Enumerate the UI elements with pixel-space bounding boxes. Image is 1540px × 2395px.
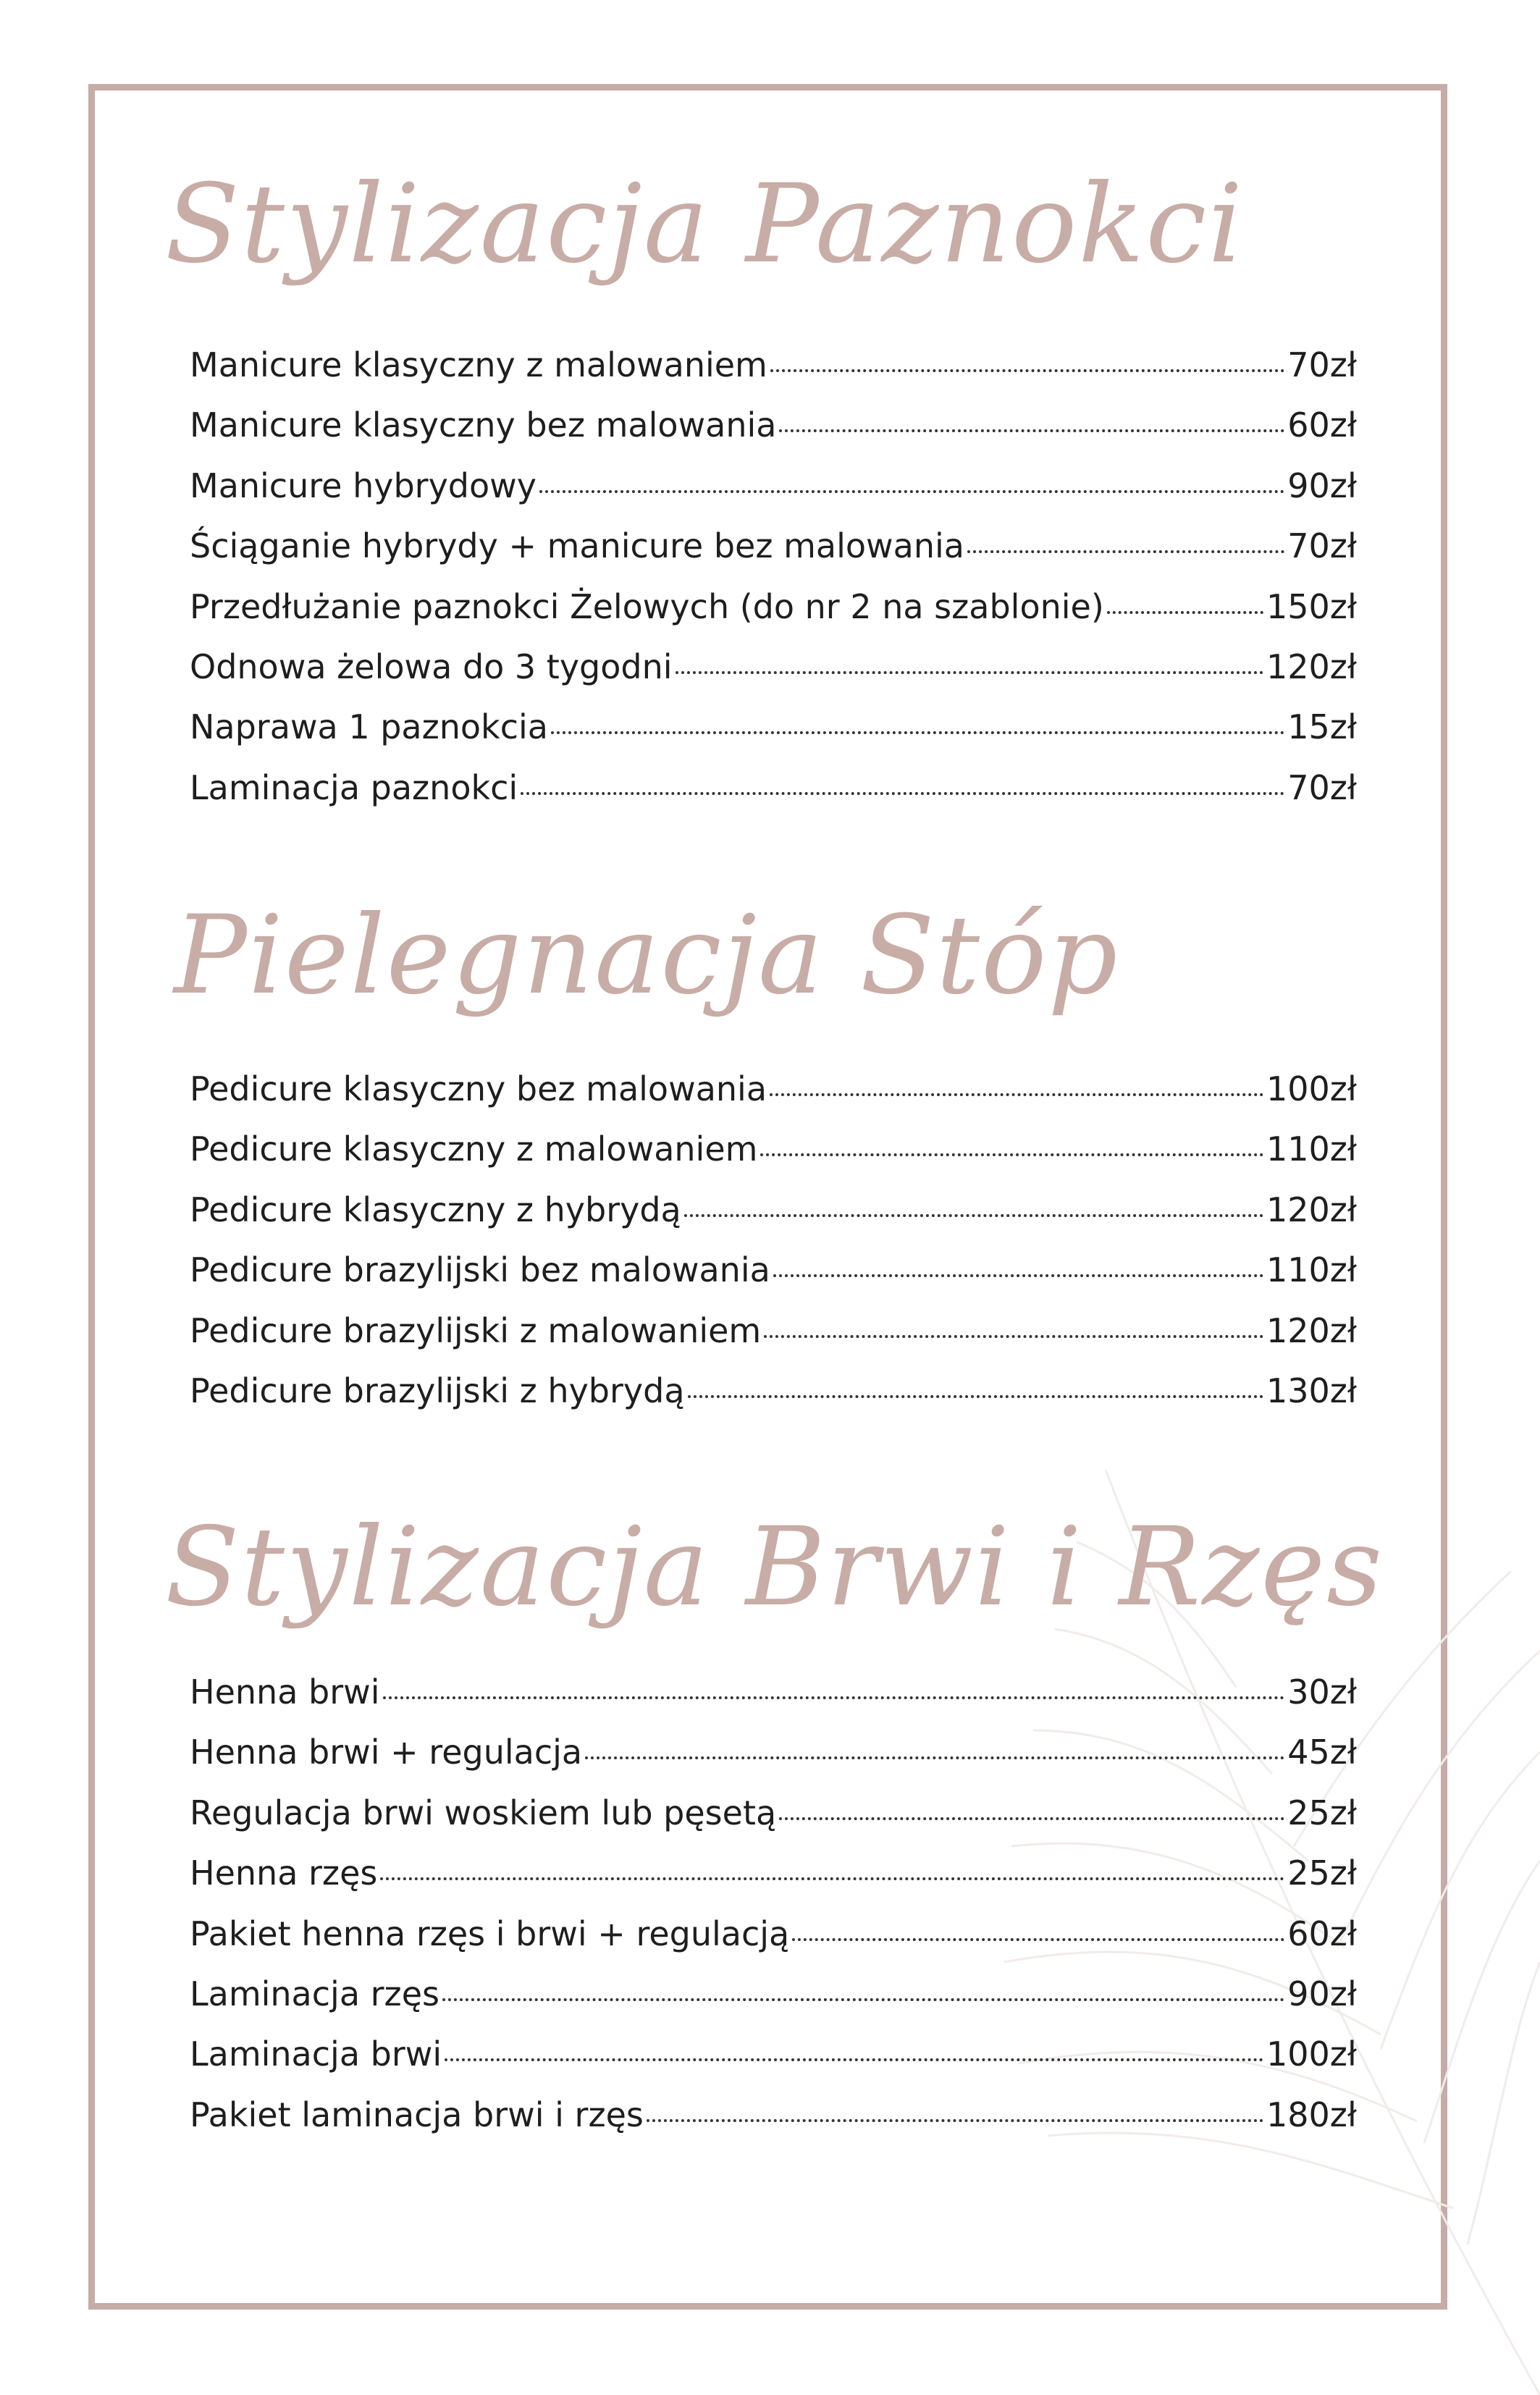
price-row: [190, 2034, 1357, 2095]
dot-leader: [760, 1153, 1263, 1156]
nails-price-list: [190, 345, 1357, 828]
price-row: [190, 647, 1357, 707]
price-row: [190, 1974, 1357, 2034]
service-price: 100zł: [1266, 1069, 1357, 1108]
service-name: Henna rzęs: [190, 1853, 378, 1893]
service-name: Henna brwi + regulacja: [190, 1733, 583, 1772]
service-price: 70zł: [1287, 345, 1357, 384]
dot-leader: [770, 369, 1284, 372]
service-name: Pedicure brazylijski z malowaniem: [190, 1310, 762, 1350]
section-title-nails: Stylizacja Paznokci: [165, 161, 1245, 287]
price-row: [190, 1914, 1357, 1974]
service-price: 60zł: [1287, 405, 1357, 445]
service-price: 25zł: [1287, 1793, 1357, 1832]
price-row: [190, 1733, 1357, 1793]
dot-leader: [684, 1214, 1263, 1217]
price-row: [190, 526, 1357, 586]
service-price: 120zł: [1266, 1310, 1357, 1350]
service-name: Henna brwi: [190, 1672, 380, 1712]
price-row: [190, 1853, 1357, 1914]
price-row: [190, 1371, 1357, 1431]
price-row: [190, 1069, 1357, 1129]
dot-leader: [779, 1817, 1284, 1820]
price-row: [190, 466, 1357, 526]
service-name: Laminacja rzęs: [190, 1974, 439, 2013]
service-price: 60zł: [1287, 1914, 1357, 1953]
service-name: Naprawa 1 paznokcia: [190, 707, 548, 747]
service-price: 150zł: [1266, 586, 1357, 626]
service-name: Manicure hybrydowy: [190, 466, 537, 505]
dot-leader: [551, 731, 1284, 734]
service-price: 130zł: [1266, 1371, 1357, 1410]
service-name: Regulacja brwi woskiem lub pęsetą: [190, 1793, 777, 1832]
service-price: 25zł: [1287, 1853, 1357, 1893]
price-row: [190, 1250, 1357, 1310]
service-price: 70zł: [1287, 767, 1357, 807]
price-row: [190, 345, 1357, 405]
dot-leader: [1107, 611, 1263, 614]
dot-leader: [442, 1998, 1284, 2001]
dot-leader: [770, 1093, 1263, 1096]
section-title-brows-lashes: Stylizacja Brwi i Rzęs: [165, 1504, 1384, 1630]
service-price: 120zł: [1266, 647, 1357, 686]
brows-lashes-price-list: [190, 1672, 1357, 2155]
service-name: Manicure klasyczny z malowaniem: [190, 345, 767, 384]
feet-price-list: [190, 1069, 1357, 1431]
service-name: Pakiet henna rzęs i brwi + regulacją: [190, 1914, 790, 1953]
service-name: Przedłużanie paznokci Żelowych (do nr 2 na szablonie): [190, 586, 1104, 626]
service-price: 30zł: [1287, 1672, 1357, 1712]
dot-leader: [647, 2119, 1263, 2122]
service-price: 110zł: [1266, 1250, 1357, 1290]
service-price: 100zł: [1266, 2034, 1357, 2074]
service-price: 45zł: [1287, 1733, 1357, 1772]
dot-leader: [773, 1274, 1263, 1277]
service-name: Odnowa żelowa do 3 tygodni: [190, 647, 673, 686]
service-price: 180zł: [1266, 2095, 1357, 2134]
dot-leader: [676, 671, 1263, 674]
dot-leader: [521, 792, 1284, 795]
dot-leader: [380, 1877, 1284, 1880]
dot-leader: [445, 2058, 1263, 2061]
service-price: 70zł: [1287, 526, 1357, 566]
service-price: 15zł: [1287, 707, 1357, 747]
price-row: [190, 1311, 1357, 1371]
dot-leader: [792, 1938, 1284, 1941]
service-name: Pedicure klasyczny z hybrydą: [190, 1190, 681, 1229]
price-row: [190, 1190, 1357, 1250]
price-row: [190, 2095, 1357, 2155]
service-name: Pedicure brazylijski z hybrydą: [190, 1371, 685, 1410]
service-price: 90zł: [1287, 1974, 1357, 2013]
service-price: 120zł: [1266, 1190, 1357, 1229]
price-row: [190, 1672, 1357, 1733]
price-row: [190, 587, 1357, 647]
service-name: Ściąganie hybrydy + manicure bez malowania: [190, 526, 964, 566]
service-name: Pakiet laminacja brwi i rzęs: [190, 2095, 644, 2134]
dot-leader: [539, 490, 1284, 493]
dot-leader: [383, 1696, 1285, 1699]
price-row: [190, 1129, 1357, 1190]
dot-leader: [967, 550, 1284, 553]
service-price: 90zł: [1287, 466, 1357, 505]
dot-leader: [764, 1335, 1263, 1338]
dot-leader: [585, 1756, 1284, 1759]
service-name: Pedicure klasyczny bez malowania: [190, 1069, 767, 1108]
price-row: [190, 707, 1357, 767]
service-name: Pedicure klasyczny z malowaniem: [190, 1129, 758, 1169]
price-row: [190, 1793, 1357, 1853]
dot-leader: [688, 1395, 1263, 1398]
price-row: [190, 405, 1357, 466]
service-name: Laminacja brwi: [190, 2034, 442, 2074]
price-row: [190, 768, 1357, 828]
service-price: 110zł: [1266, 1129, 1357, 1169]
section-title-feet: Pielegnacja Stóp: [174, 893, 1119, 1019]
service-name: Manicure klasyczny bez malowania: [190, 405, 777, 445]
service-name: Laminacja paznokci: [190, 767, 518, 807]
dot-leader: [779, 429, 1284, 432]
service-name: Pedicure brazylijski bez malowania: [190, 1250, 770, 1290]
